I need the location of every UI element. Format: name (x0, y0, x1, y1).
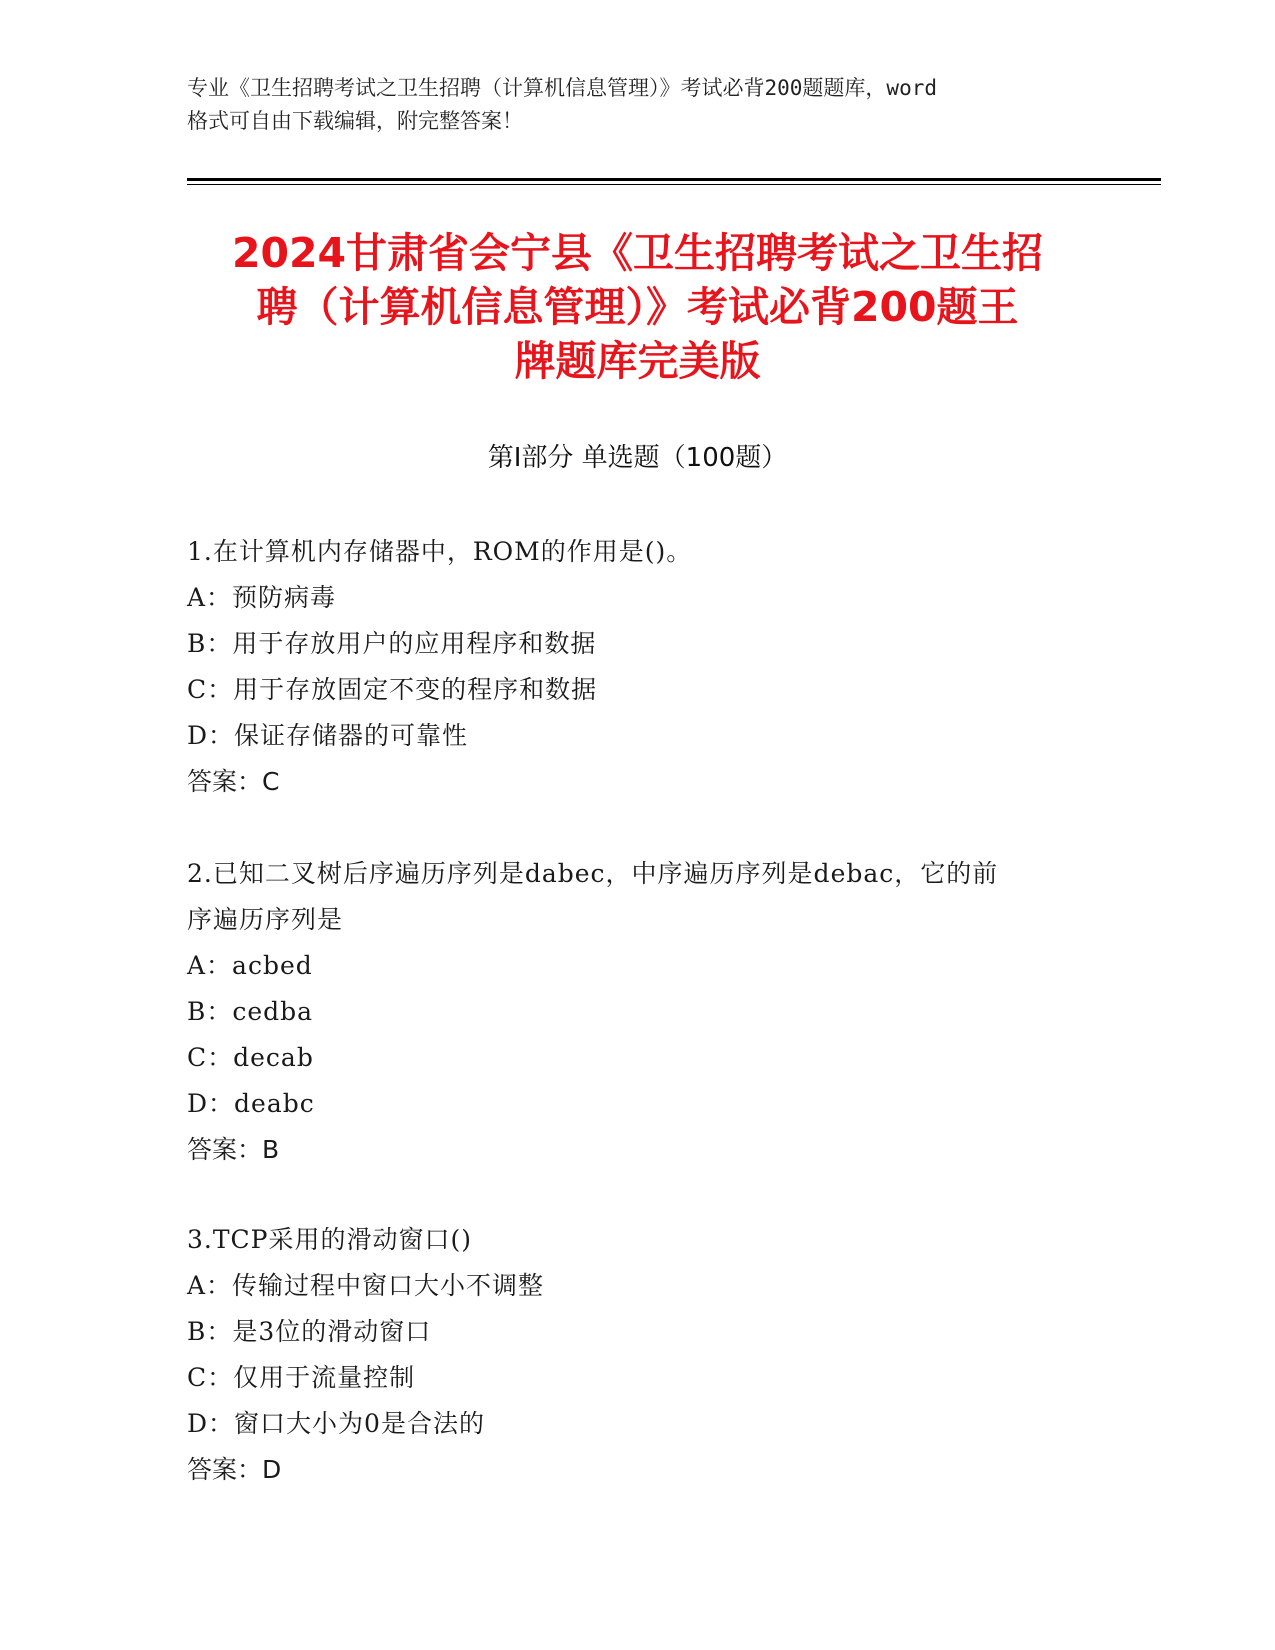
question-2 (187, 851, 1087, 1173)
answer: 答案：D (187, 1455, 282, 1484)
question-3 (187, 1217, 1087, 1493)
question-stem-line-2: 序遍历序列是 (187, 905, 344, 934)
question-1 (187, 529, 1087, 805)
option-a: A：传输过程中窗口大小不调整 (187, 1271, 545, 1300)
option-d: D：保证存储器的可靠性 (187, 721, 469, 750)
option-c: C：仅用于流量控制 (187, 1363, 416, 1392)
title-line-2: 聘（计算机信息管理）》考试必背200题王 (256, 283, 1019, 331)
option-b: B：是3位的滑动窗口 (187, 1317, 432, 1346)
option-d: D：窗口大小为0是合法的 (187, 1409, 485, 1438)
document-title (150, 226, 1125, 388)
question-stem: 1.在计算机内存储器中，ROM的作用是()。 (187, 537, 693, 566)
title-line-1: 2024甘肃省会宁县《卫生招聘考试之卫生招 (231, 229, 1044, 277)
question-stem-line-1: 2.已知二叉树后序遍历序列是dabec，中序遍历序列是debac，它的前 (187, 859, 999, 888)
answer: 答案：C (187, 767, 280, 796)
header-divider-thick (187, 178, 1161, 181)
section-heading: 第Ⅰ部分 单选题（100题） (487, 443, 788, 473)
answer: 答案：B (187, 1135, 280, 1164)
option-b: B：用于存放用户的应用程序和数据 (187, 629, 597, 658)
notice-line-1: 专业《卫生招聘考试之卫生招聘（计算机信息管理）》考试必背200题题库，word (187, 76, 937, 100)
option-b: B：cedba (187, 997, 314, 1026)
notice-line-2: 格式可自由下载编辑，附完整答案！ (187, 109, 523, 133)
question-stem: 3.TCP采用的滑动窗口() (187, 1225, 472, 1254)
header-notice (187, 72, 1087, 138)
title-line-3: 牌题库完美版 (514, 337, 761, 385)
option-a: A：acbed (187, 951, 313, 980)
option-c: C：用于存放固定不变的程序和数据 (187, 675, 598, 704)
header-divider-thin (187, 184, 1161, 185)
option-d: D：deabc (187, 1089, 315, 1118)
option-c: C：decab (187, 1043, 314, 1072)
option-a: A：预防病毒 (187, 583, 337, 612)
